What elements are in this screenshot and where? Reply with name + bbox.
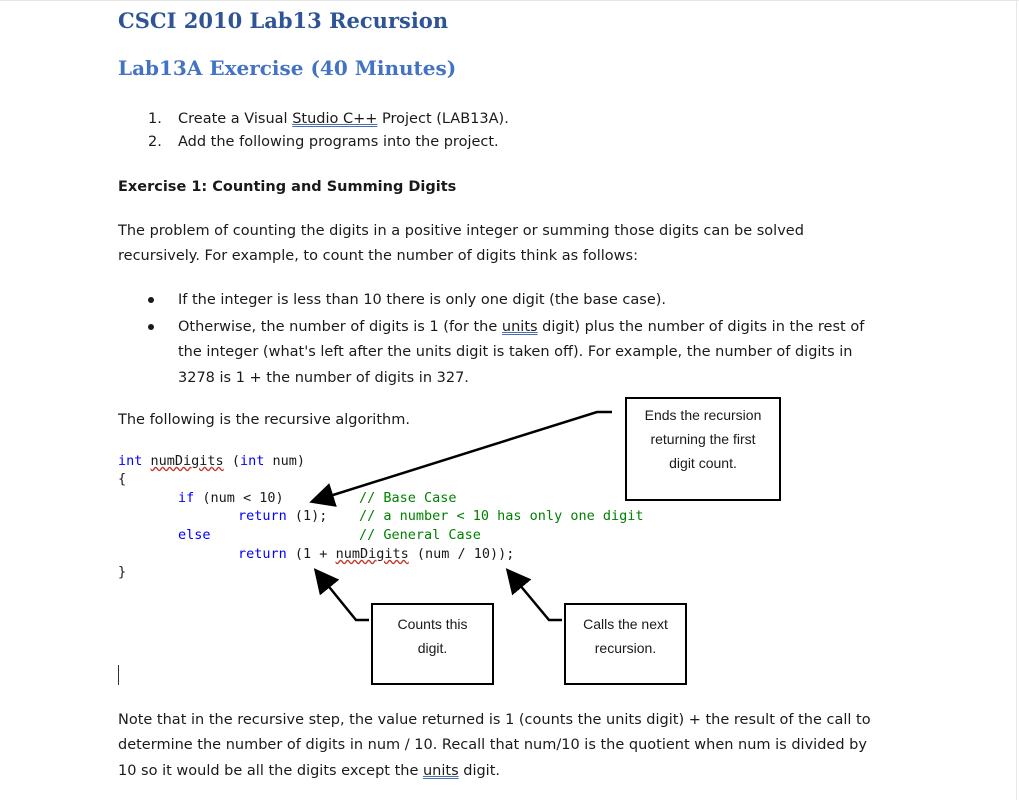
bullet-1: If the integer is less than 10 there is only one digit (the base case). <box>178 292 667 308</box>
code-keyword: if <box>178 490 195 506</box>
code-keyword: int <box>239 453 265 469</box>
code-comment-one-digit: // a number < 10 has only one digit <box>359 508 644 524</box>
code-function-name: numDigits <box>150 453 224 469</box>
step-2: Add the following programs into the project. <box>178 134 499 150</box>
code-text: ( <box>223 453 240 469</box>
arrow-to-base-case <box>314 412 612 501</box>
code-text: (num < 10) <box>194 490 284 506</box>
callout-line: digit count. <box>669 455 737 471</box>
note-text-pre: 10 so it would be all the digits except the <box>118 763 423 779</box>
callout-line: Ends the recursion <box>644 407 762 423</box>
document-subtitle: Lab13A Exercise (40 Minutes) <box>118 56 457 80</box>
intro-line-1: The problem of counting the digits in a positive integer or summing those digits can be solved <box>118 223 804 239</box>
code-function-name: numDigits <box>335 546 409 562</box>
code-text: (1 + <box>286 546 336 562</box>
spellcheck-link-units[interactable]: units <box>422 763 459 779</box>
bullet-2-text-pre: Otherwise, the number of digits is 1 (for the <box>178 319 502 335</box>
step-2-number: 2. <box>148 134 162 150</box>
code-open-brace: { <box>118 471 127 487</box>
intro-line-2: recursively. For example, to count the number of digits think as follows: <box>118 248 638 264</box>
bullet-2-line-3: 3278 is 1 + the number of digits in 327. <box>178 370 469 386</box>
code-keyword: return <box>238 546 287 562</box>
code-keyword: return <box>238 508 287 524</box>
callout-line: Counts this <box>397 616 468 632</box>
code-close-brace: } <box>118 564 127 580</box>
algorithm-intro: The following is the recursive algorithm. <box>118 412 410 428</box>
code-keyword: int <box>118 453 143 469</box>
callout-line: returning the first <box>650 431 756 447</box>
bullet-2-text-post: digit) plus the number of digits in the rest of <box>537 319 865 335</box>
spellcheck-link-units[interactable]: units <box>501 319 538 335</box>
step-1-number: 1. <box>148 111 162 127</box>
exercise-heading: Exercise 1: Counting and Summing Digits <box>118 179 457 195</box>
step-1-text-pre: Create a Visual <box>178 111 293 127</box>
note-line-3 <box>118 761 500 781</box>
code-text: num) <box>264 453 305 469</box>
arrow-to-one <box>317 572 369 620</box>
callout-line: recursion. <box>594 640 657 656</box>
callout-line: Calls the next <box>583 616 668 632</box>
document-title: CSCI 2010 Lab13 Recursion <box>118 8 449 33</box>
callout-line: digit. <box>417 640 448 656</box>
code-keyword: else <box>178 527 211 543</box>
note-line-2: determine the number of digits in num / 10. Recall that num/10 is the quotient when num is divided by <box>118 737 867 753</box>
bullet-2-line-2: the integer (what's left after the units digit is taken off). For example, the number of digits in <box>178 344 853 360</box>
step-1-text-post: Project (LAB13A). <box>377 111 509 127</box>
text-cursor <box>118 665 119 685</box>
code-comment-base-case: // Base Case <box>359 490 457 506</box>
spellcheck-link-studio-cpp[interactable]: Studio C++ <box>292 111 378 127</box>
code-text: (1); <box>286 508 328 524</box>
note-line-1: Note that in the recursive step, the value returned is 1 (counts the units digit) + the result of the call to <box>118 712 871 728</box>
note-text-post: digit. <box>458 763 501 779</box>
code-text: (num / 10)); <box>408 546 515 562</box>
arrow-to-recursive-call <box>509 572 562 620</box>
code-comment-general-case: // General Case <box>359 527 481 543</box>
